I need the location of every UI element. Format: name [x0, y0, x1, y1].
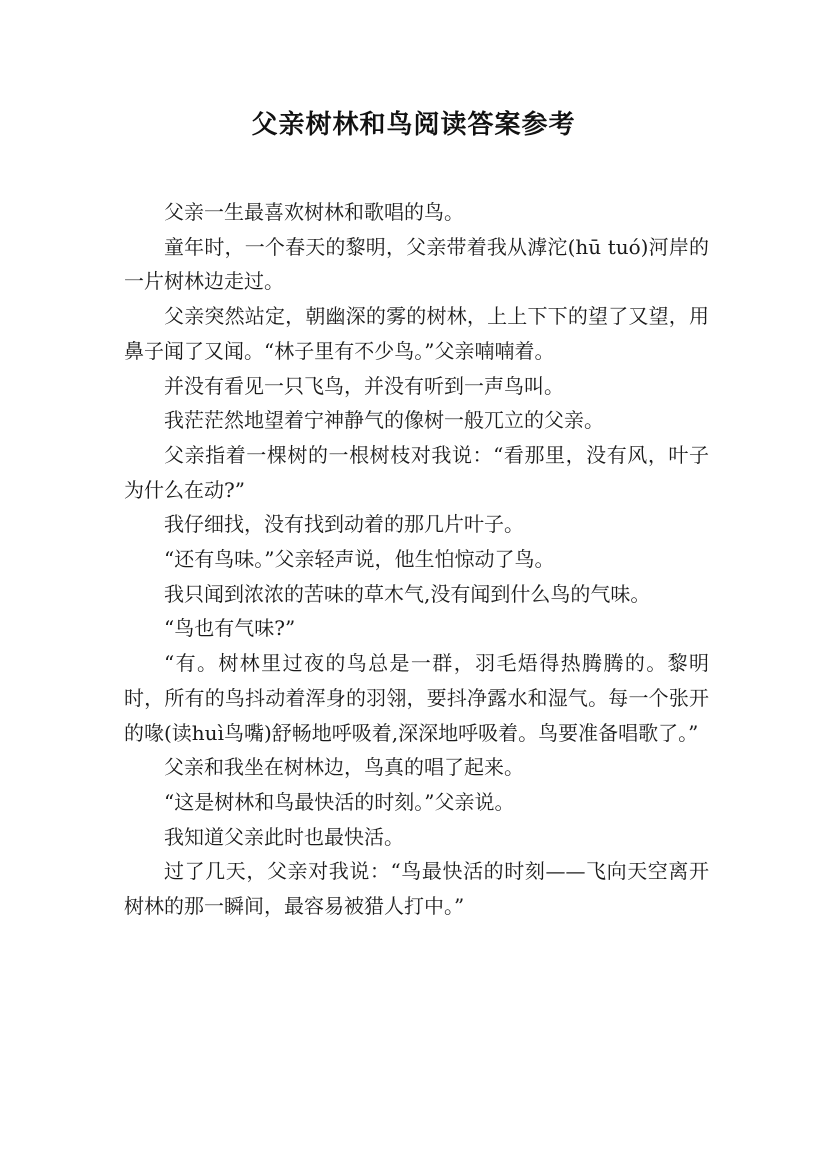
- paragraph: “这是树林和鸟最快活的时刻。”父亲说。: [164, 789, 515, 814]
- paragraph: 我茫茫然地望着宁神静气的像树一般兀立的父亲。: [164, 408, 604, 433]
- paragraph: 父亲和我坐在树林边，鸟真的唱了起来。: [164, 755, 524, 780]
- paragraph: 并没有看见一只飞鸟，并没有听到一声鸟叫。: [164, 373, 564, 398]
- document-body: [124, 195, 709, 924]
- paragraph: 我只闻到浓浓的苦味的草木气,没有闻到什么鸟的气味。: [164, 581, 651, 606]
- paragraph: “鸟也有气味?”: [164, 616, 296, 641]
- paragraph: 我知道父亲此时也最快活。: [164, 824, 404, 849]
- document-title: 父亲树林和鸟阅读答案参考: [251, 110, 576, 140]
- paragraph: “有。树林里过夜的鸟总是一群，羽毛焐得热腾腾的。黎明时，所有的鸟抖动着浑身的羽翎，要抖净露水和湿气。每一个张开的喙(读huì鸟嘴)舒畅地呼吸着,深深地呼吸着。鸟要准备唱歌了。”: [124, 651, 709, 745]
- paragraph: 过了几天，父亲对我说：“鸟最快活的时刻——飞向天空离开树林的那一瞬间，最容易被猎人打中。”: [124, 859, 709, 919]
- paragraph: 父亲突然站定，朝幽深的雾的树林，上上下下的望了又望，用鼻子闻了又闻。“林子里有不少鸟。”父亲喃喃着。: [124, 304, 709, 363]
- paragraph: “还有鸟味。”父亲轻声说，他生怕惊动了鸟。: [164, 547, 555, 572]
- paragraph: 童年时，一个春天的黎明，父亲带着我从滹沱(hū tuó)河岸的一片树林边走过。: [124, 234, 709, 294]
- paragraph: 我仔细找，没有找到动着的那几片叶子。: [164, 512, 524, 537]
- paragraph: 父亲一生最喜欢树林和歌唱的鸟。: [164, 200, 464, 224]
- paragraph: 父亲指着一棵树的一根树枝对我说：“看那里，没有风，叶子为什么在动?”: [124, 442, 709, 502]
